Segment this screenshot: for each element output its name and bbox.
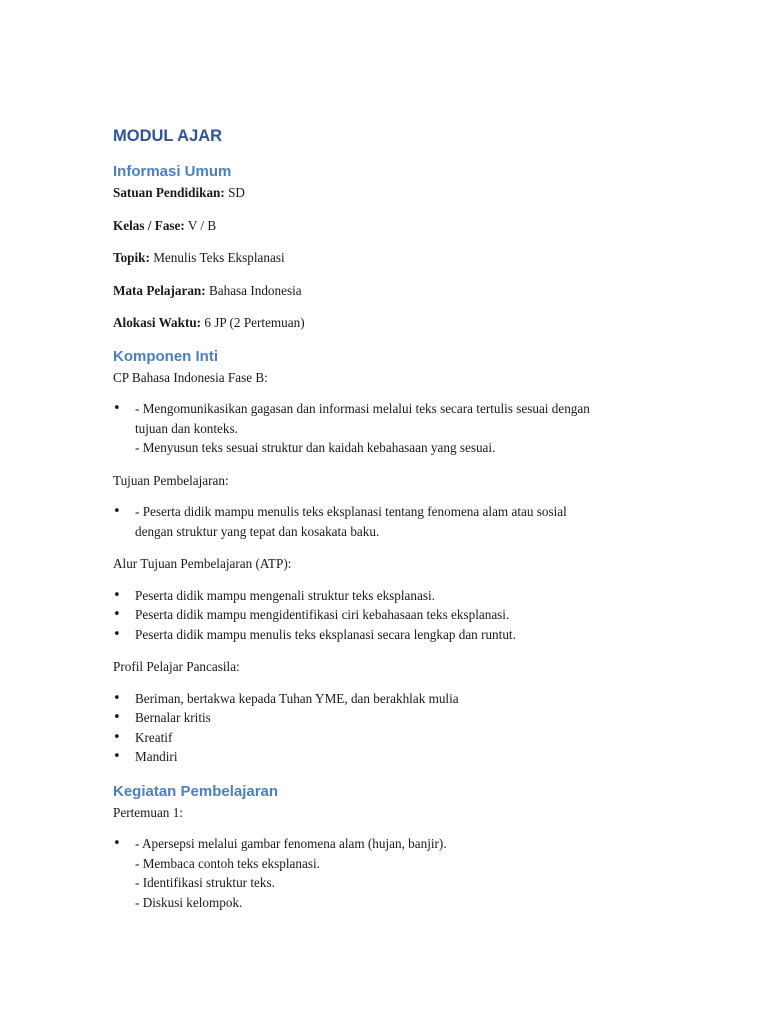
profil-list xyxy=(113,689,653,767)
list-item: • Peserta didik mampu mengidentifikasi ciri kebahasaan teks eksplanasi. xyxy=(113,605,653,625)
document-page xyxy=(113,124,653,912)
pertemuan1-line: - Membaca contoh teks eksplanasi. xyxy=(135,855,320,871)
tujuan-line: dengan struktur yang tepat dan kosakata baku. xyxy=(135,523,380,539)
cp-list xyxy=(113,399,653,458)
atp-label: Alur Tujuan Pembelajaran (ATP): xyxy=(113,556,292,571)
tujuan-list xyxy=(113,502,653,541)
cp-line: tujuan dan konteks. xyxy=(135,420,238,436)
pertemuan1-line: - Identifikasi struktur teks. xyxy=(135,875,275,890)
tujuan-label: Tujuan Pembelajaran: xyxy=(113,472,229,488)
info-row-topik xyxy=(113,248,653,268)
pertemuan1-line: • - Apersepsi melalui gambar fenomena alam (hujan, banjir). xyxy=(135,836,447,851)
tujuan-line: • - Peserta didik mampu menulis teks eksplanasi tentang fenomena alam atau sosial xyxy=(135,504,567,519)
pertemuan1-line: - Diskusi kelompok. xyxy=(135,894,243,910)
profil-label: Profil Pelajar Pancasila: xyxy=(113,659,240,674)
info-value: 6 JP (2 Pertemuan) xyxy=(201,315,305,330)
info-row-alokasi xyxy=(113,313,653,333)
info-label: Kelas / Fase: xyxy=(113,217,185,233)
info-value: V / B xyxy=(184,217,217,233)
atp-list xyxy=(113,586,653,645)
list-item xyxy=(113,399,653,458)
info-label: Alokasi Waktu: xyxy=(113,315,202,330)
document-title: MODUL AJAR xyxy=(113,127,223,145)
list-item: • Peserta didik mampu mengenali struktur teks eksplanasi. xyxy=(113,586,653,606)
list-item xyxy=(113,834,653,912)
info-row-kelas xyxy=(113,216,653,236)
info-row-satuan xyxy=(113,183,653,203)
heading-informasi-umum: Informasi Umum xyxy=(113,163,232,180)
info-label: Satuan Pendidikan: xyxy=(113,185,225,200)
info-value: Menulis Teks Eksplanasi xyxy=(149,250,285,265)
list-item: • Peserta didik mampu menulis teks eksplanasi secara lengkap dan runtut. xyxy=(113,625,653,645)
cp-line: - Menyusun teks sesuai struktur dan kaidah kebahasaan yang sesuai. xyxy=(135,440,496,455)
info-value: SD xyxy=(224,185,245,200)
cp-line: • - Mengomunikasikan gagasan dan informasi melalui teks secara tertulis sesuai dengan xyxy=(135,401,590,416)
heading-komponen-inti: Komponen Inti xyxy=(113,347,218,365)
pertemuan1-list xyxy=(113,834,653,912)
heading-kegiatan-pembelajaran: Kegiatan Pembelajaran xyxy=(113,782,279,800)
cp-label: CP Bahasa Indonesia Fase B: xyxy=(113,369,268,385)
info-label: Topik: xyxy=(113,250,150,265)
list-item: • Bernalar kritis xyxy=(113,708,653,728)
info-value: Bahasa Indonesia xyxy=(205,282,302,298)
list-item: • Mandiri xyxy=(113,747,653,767)
pertemuan1-label: Pertemuan 1: xyxy=(113,804,183,820)
list-item: • Beriman, bertakwa kepada Tuhan YME, dan berakhlak mulia xyxy=(113,689,653,709)
list-item xyxy=(113,502,653,541)
info-label: Mata Pelajaran: xyxy=(113,282,206,298)
list-item: • Kreatif xyxy=(113,728,653,748)
info-row-mapel xyxy=(113,281,653,301)
